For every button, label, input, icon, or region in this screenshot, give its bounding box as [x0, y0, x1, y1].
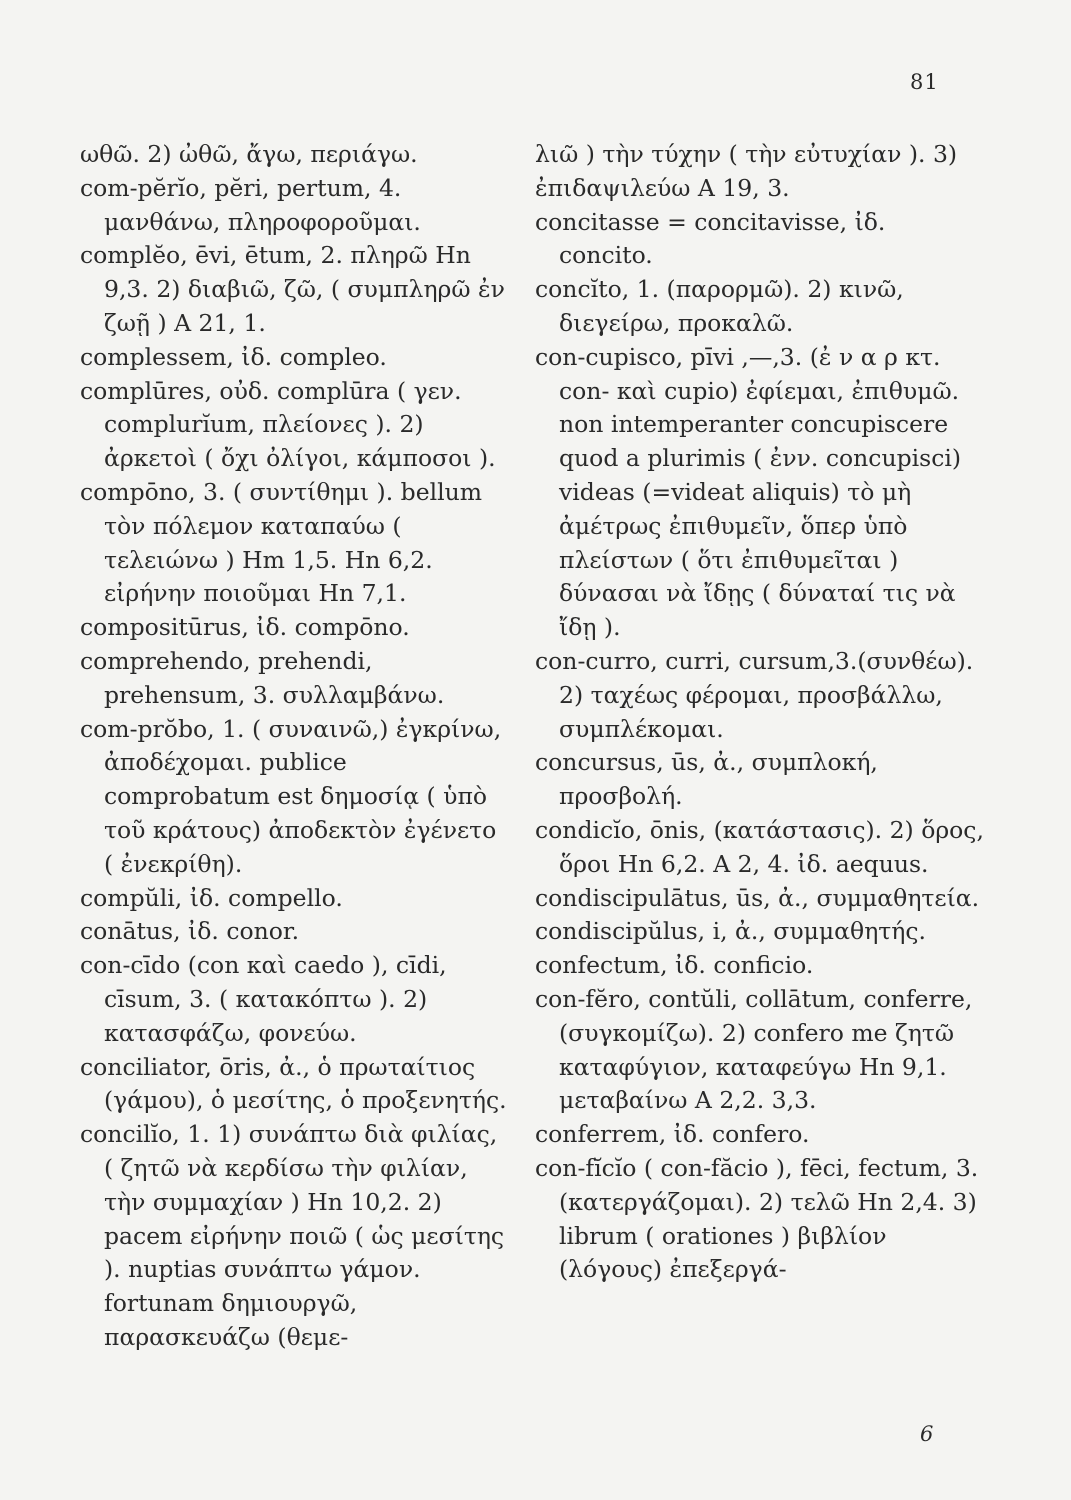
dictionary-entry: confectum, ἰδ. conficio. — [535, 951, 814, 980]
dictionary-entry: concitasse = concitavisse, ἰδ. concito. — [535, 207, 886, 270]
page-number: 81 — [910, 70, 939, 94]
dictionary-entry: condiscipŭlus, i, ἀ., συμμαθητής. — [535, 917, 926, 946]
dictionary-entry: compŭli, ἰδ. compello. — [80, 883, 343, 912]
dictionary-entry: con-fĕro, contŭli, collātum, conferre, (συγκομίζω). 2) confero me ζητῶ καταφύγιον, καταφεύγω Hn 9,1. μεταβαίνω A 2,2. 3,3. — [535, 984, 973, 1115]
dictionary-entry: concĭto, 1. (παρορμῶ). 2) κινῶ, διεγείρω, προκαλῶ. — [535, 275, 904, 337]
left-column — [80, 138, 510, 1355]
dictionary-entry: conātus, ἰδ. conor. — [80, 917, 300, 946]
dictionary-entry: complessem, ἰδ. compleo. — [80, 342, 387, 371]
dictionary-entry: con-cupisco, pīvi ,—,3. (ἐ ν α ρ κτ. con- καὶ cupio) ἐφίεμαι, ἐπιθυμῶ. non intemperanter concupiscere quod a plurimis ( ἐνν. concupisci) videas (=videat aliquis) τὸ μὴ ἀμέτρως ἐπιθυμεῖν, ὅπερ ὑπὸ πλείστων ( ὅτι ἐπιθυμεῖται ) δύνασαι νὰ ἴδῃς ( δύναταί τις νὰ ἴδῃ ). — [535, 342, 962, 642]
dictionary-entry: com-pĕrĭo, pĕri, pertum, 4. μανθάνω, πληροφοροῦμαι. — [80, 173, 421, 236]
dictionary-entry: concursus, ūs, ἀ., συμπλοκή, προσβολή. — [535, 748, 878, 811]
dictionary-entry: ωθῶ. 2) ὠθῶ, ἄγω, περιάγω. — [80, 140, 418, 168]
dictionary-entry: λιῶ ) τὴν τύχην ( τὴν εὐτυχίαν ). 3) ἐπιδαψιλεύω A 19, 3. — [535, 140, 958, 202]
dictionary-entry: complūres, οὐδ. complūra ( γεν. complurĭum, πλείονες ). 2) ἀρκετοὶ ( ὄχι ὀλίγοι, κάμποσοι ). — [80, 376, 496, 473]
dictionary-entry: concilĭo, 1. 1) συνάπτω διὰ φιλίας, ( ζητῶ νὰ κερδίσω τὴν φιλίαν, τὴν συμμαχίαν ) Hn 10,2. 2) pacem εἰρήνην ποιῶ ( ὡς μεσίτης ). nuptias συνάπτω γάμον. fortunam δημιουργῶ, παρασκευάζω (θεμε- — [80, 1120, 505, 1351]
dictionary-entry: conciliator, ōris, ἀ., ὁ πρωταίτιος (γάμου), ὁ μεσίτης, ὁ προξενητής. — [80, 1052, 507, 1115]
dictionary-entry: compositūrus, ἰδ. compōno. — [80, 613, 410, 642]
dictionary-entry: comprehendo, prehendi, prehensum, 3. συλλαμβάνω. — [80, 646, 445, 709]
dictionary-entry: condiscipulātus, ūs, ἀ., συμμαθητεία. — [535, 883, 980, 912]
dictionary-entry: condicĭo, ōnis, (κατάστασις). 2) ὅρος, ὅροι Hn 6,2. A 2, 4. ἰδ. aequus. — [535, 815, 984, 878]
dictionary-entry: complĕo, ēvi, ētum, 2. πληρῶ Hn 9,3. 2) διαβιῶ, ζῶ, ( συμπληρῶ ἐν ζωῇ ) A 21, 1. — [80, 241, 505, 337]
dictionary-entry: conferrem, ἰδ. confero. — [535, 1120, 810, 1149]
dictionary-entry: com-prŏbo, 1. ( συναινῶ,) ἐγκρίνω, ἀποδέχομαι. publice comprobatum est δημοσίᾳ ( ὑπὸ τοῦ κράτους) ἀποδεκτὸν ἐγένετο ( ἐνεκρίθη). — [80, 714, 502, 878]
dictionary-entry: con-cīdo (con καὶ caedo ), cīdi, cīsum, 3. ( κατακόπτω ). 2) κατασφάζω, φονεύω. — [80, 951, 447, 1047]
right-column — [535, 138, 985, 1287]
dictionary-entry: con-fĭcĭo ( con-făcio ), fēci, fectum, 3. (κατεργάζομαι). 2) τελῶ Hn 2,4. 3) librum ( orationes ) βιβλίον (λόγους) ἐπεξεργά- — [535, 1153, 979, 1284]
dictionary-entry: con-curro, curri, cursum,3.(συνθέω). 2) ταχέως φέρομαι, προσβάλλω, συμπλέκομαι. — [535, 646, 974, 743]
signature-mark: 6 — [920, 1422, 934, 1446]
dictionary-entry: compōno, 3. ( συντίθημι ). bellum τὸν πόλεμον καταπαύω ( τελειώνω ) Hm 1,5. Hn 6,2. εἰρήνην ποιοῦμαι Hn 7,1. — [80, 477, 483, 608]
